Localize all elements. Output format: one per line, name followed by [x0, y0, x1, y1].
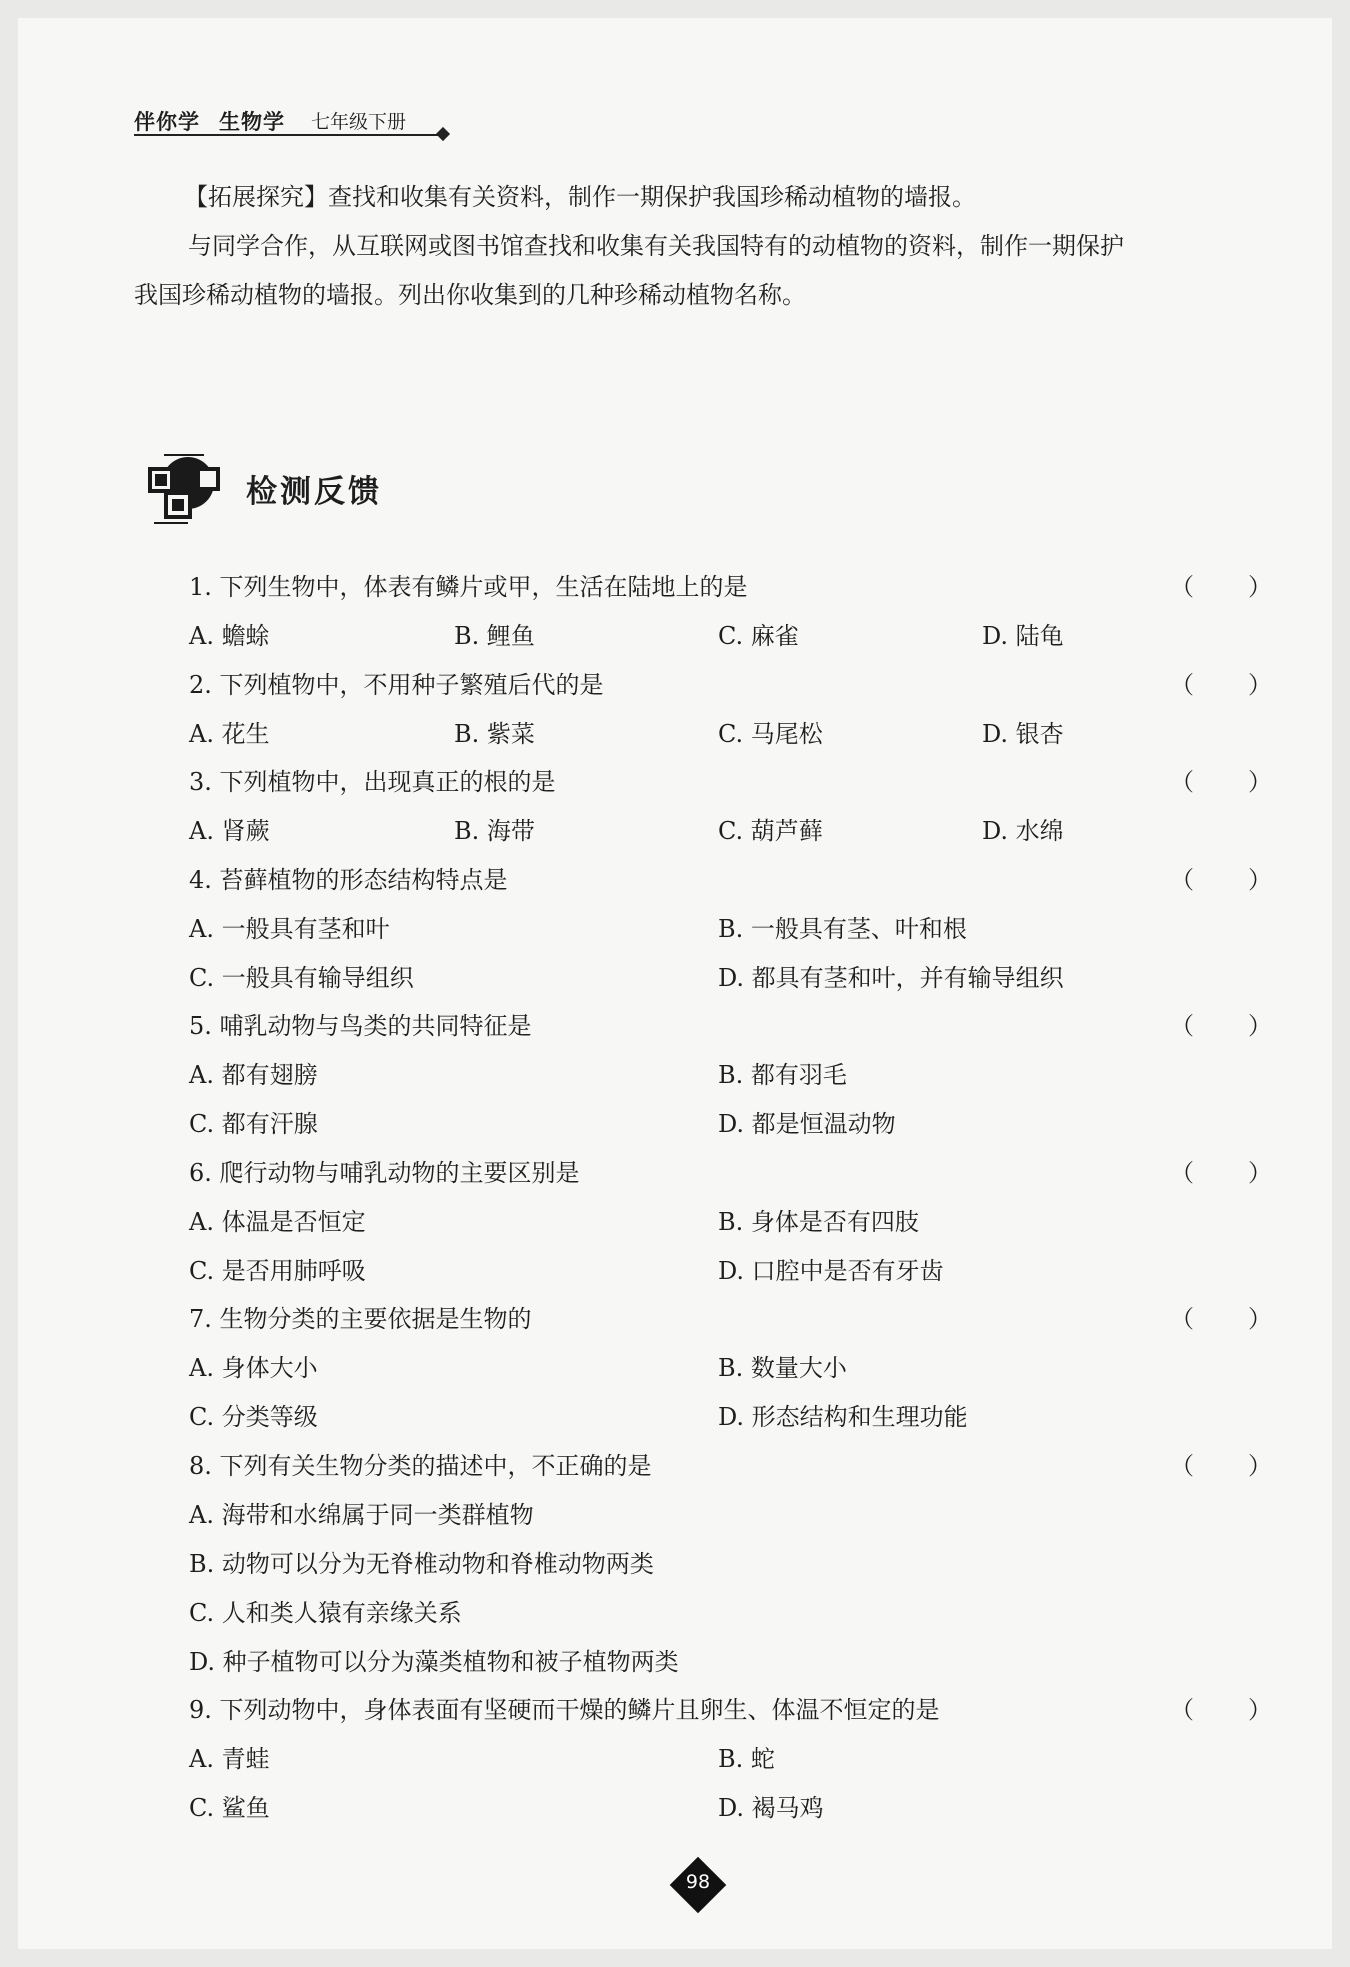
answer-blank[interactable]: （ ） — [1170, 866, 1274, 894]
option-b: B. 鲤鱼 — [454, 622, 535, 650]
option-d: D. 银杏 — [982, 720, 1064, 748]
question-stem: 7. 生物分类的主要依据是生物的 — [189, 1305, 532, 1333]
header-book: 伴你学 — [134, 110, 200, 134]
answer-blank[interactable]: （ ） — [1170, 671, 1274, 699]
question-stem: 9. 下列动物中，身体表面有坚硬而干燥的鳞片且卵生、体温不恒定的是 — [189, 1696, 940, 1724]
option-a: A. 海带和水绵属于同一类群植物 — [189, 1501, 534, 1529]
option-d: D. 水绵 — [982, 817, 1064, 845]
answer-blank[interactable]: （ ） — [1170, 1696, 1274, 1724]
option-a: A. 花生 — [189, 720, 270, 748]
question-stem: 3. 下列植物中，出现真正的根的是 — [189, 768, 556, 796]
option-c: C. 是否用肺呼吸 — [189, 1257, 366, 1285]
option-d: D. 种子植物可以分为藻类植物和被子植物两类 — [189, 1648, 679, 1676]
extension-body-line-2: 我国珍稀动植物的墙报。列出你收集到的几种珍稀动植物名称。 — [134, 281, 806, 309]
page-number: 98 — [685, 1871, 711, 1893]
option-d: D. 都具有茎和叶，并有输导组织 — [718, 964, 1064, 992]
answer-blank[interactable]: （ ） — [1170, 1452, 1274, 1480]
extension-title-line — [184, 173, 976, 221]
option-a: A. 青蛙 — [189, 1745, 270, 1773]
option-c: C. 葫芦藓 — [718, 817, 823, 845]
option-a: A. 一般具有茎和叶 — [189, 915, 390, 943]
answer-blank[interactable]: （ ） — [1170, 1305, 1274, 1333]
option-a: A. 肾蕨 — [189, 817, 270, 845]
question-stem: 5. 哺乳动物与鸟类的共同特征是 — [189, 1012, 532, 1040]
question-stem: 6. 爬行动物与哺乳动物的主要区别是 — [189, 1159, 580, 1187]
option-b: B. 海带 — [454, 817, 535, 845]
header-grade: 七年级下册 — [311, 111, 407, 133]
question-stem: 4. 苔藓植物的形态结构特点是 — [189, 866, 508, 894]
option-b: B. 蛇 — [718, 1745, 775, 1773]
option-c: C. 分类等级 — [189, 1403, 318, 1431]
answer-blank[interactable]: （ ） — [1170, 768, 1274, 796]
option-d: D. 陆龟 — [982, 622, 1064, 650]
option-a: A. 身体大小 — [189, 1354, 318, 1382]
answer-blank[interactable]: （ ） — [1170, 1012, 1274, 1040]
question-stem: 2. 下列植物中，不用种子繁殖后代的是 — [189, 671, 604, 699]
option-d: D. 形态结构和生理功能 — [718, 1403, 968, 1431]
option-d: D. 褐马鸡 — [718, 1794, 824, 1822]
stacked-cubes-icon — [144, 449, 224, 529]
option-c: C. 人和类人猿有亲缘关系 — [189, 1599, 462, 1627]
option-c: C. 麻雀 — [718, 622, 799, 650]
extension-body-line-1: 与同学合作，从互联网或图书馆查找和收集有关我国特有的动植物的资料，制作一期保护 — [188, 232, 1124, 260]
option-a: A. 蟾蜍 — [189, 622, 270, 650]
header-rule — [134, 134, 446, 136]
question-stem: 8. 下列有关生物分类的描述中，不正确的是 — [189, 1452, 652, 1480]
option-b: B. 数量大小 — [718, 1354, 847, 1382]
option-a: A. 体温是否恒定 — [189, 1208, 366, 1236]
extension-label: 【拓展探究】 — [184, 183, 328, 211]
header-subject: 生物学 — [219, 110, 285, 134]
option-b: B. 一般具有茎、叶和根 — [718, 915, 967, 943]
option-d: D. 口腔中是否有牙齿 — [718, 1257, 944, 1285]
option-c: C. 马尾松 — [718, 720, 823, 748]
answer-blank[interactable]: （ ） — [1170, 573, 1274, 601]
option-c: C. 鲨鱼 — [189, 1794, 270, 1822]
option-b: B. 都有羽毛 — [718, 1061, 847, 1089]
answer-blank[interactable]: （ ） — [1170, 1159, 1274, 1187]
option-a: A. 都有翅膀 — [189, 1061, 318, 1089]
option-c: C. 一般具有输导组织 — [189, 964, 414, 992]
option-b: B. 动物可以分为无脊椎动物和脊椎动物两类 — [189, 1550, 654, 1578]
option-c: C. 都有汗腺 — [189, 1110, 318, 1138]
question-stem: 1. 下列生物中，体表有鳞片或甲，生活在陆地上的是 — [189, 573, 748, 601]
option-b: B. 身体是否有四肢 — [718, 1208, 919, 1236]
option-d: D. 都是恒温动物 — [718, 1110, 896, 1138]
option-b: B. 紫菜 — [454, 720, 535, 748]
extension-title: 查找和收集有关资料，制作一期保护我国珍稀动植物的墙报。 — [328, 183, 976, 211]
section-title: 检测反馈 — [246, 474, 382, 510]
